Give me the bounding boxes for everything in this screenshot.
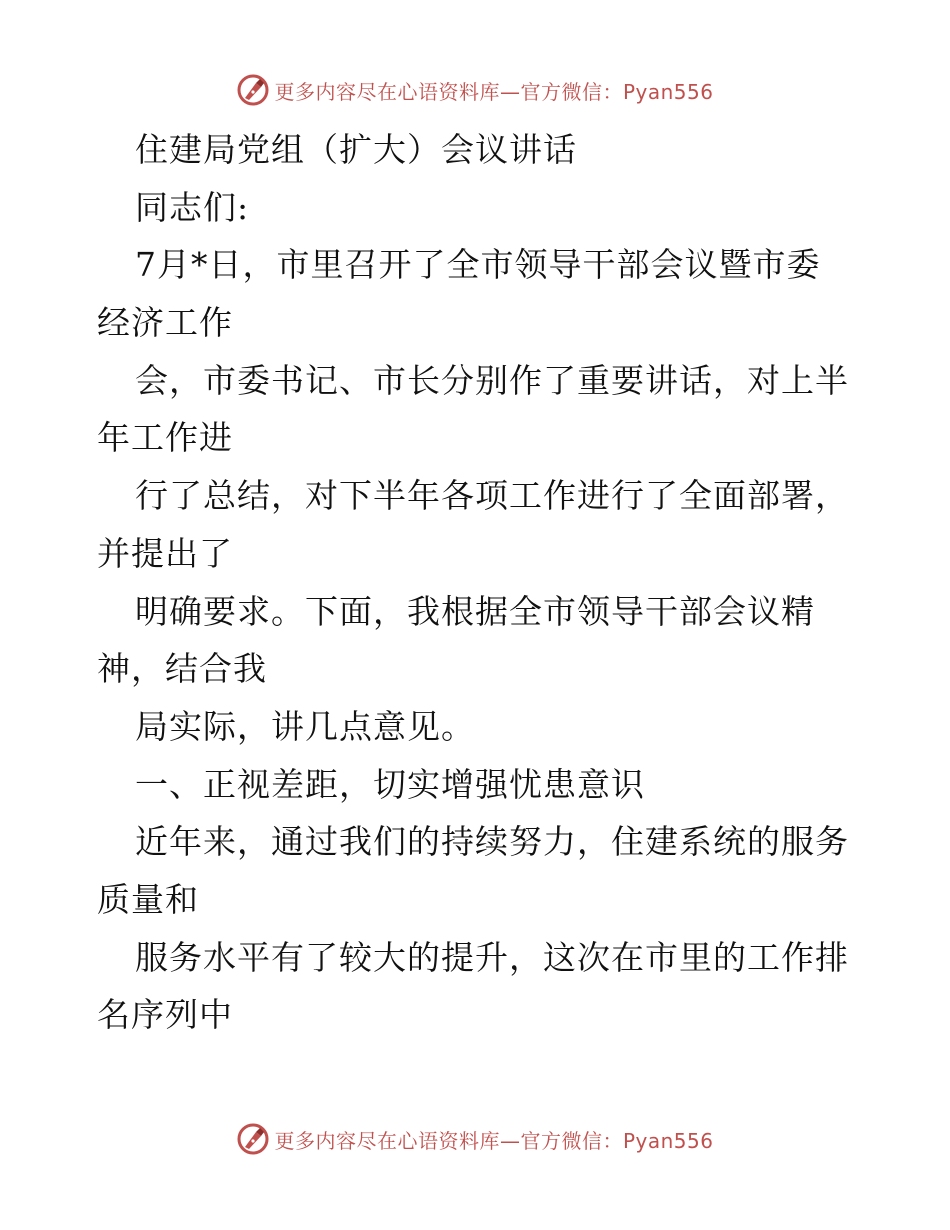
paragraph-line: 年工作进 [97, 418, 233, 458]
pen-nib-logo-icon [236, 1122, 270, 1156]
paragraph-line: 经济工作 [97, 303, 233, 343]
paragraph-line: 并提出了 [97, 533, 233, 573]
watermark-text: 更多内容尽在心语资料库—官方微信：Pyan556 [274, 79, 714, 104]
salutation: 同志们: [135, 187, 250, 227]
watermark-text: 更多内容尽在心语资料库—官方微信：Pyan556 [274, 1128, 714, 1153]
paragraph-line: 7月*日，市里召开了全市领导干部会议暨市委 [135, 245, 821, 285]
paragraph-line: 名序列中 [97, 995, 233, 1035]
paragraph-line: 神，结合我 [97, 649, 267, 689]
paragraph-line: 服务水平有了较大的提升，这次在市里的工作排 [135, 937, 849, 977]
paragraph-line: 会，市委书记、市长分别作了重要讲话，对上半 [135, 360, 849, 400]
document-body [97, 121, 857, 1044]
header-watermark [0, 70, 950, 110]
paragraph-line: 质量和 [97, 879, 199, 919]
paragraph-line: 明确要求。下面，我根据全市领导干部会议精 [135, 591, 815, 631]
document-title: 住建局党组（扩大）会议讲话 [135, 130, 577, 169]
paragraph-line: 局实际，讲几点意见。 [135, 706, 475, 746]
footer-watermark [0, 1119, 950, 1159]
paragraph-line: 近年来，通过我们的持续努力，住建系统的服务 [135, 822, 849, 862]
paragraph-line: 行了总结，对下半年各项工作进行了全面部署， [135, 476, 849, 516]
section-heading: 一、正视差距，切实增强忧患意识 [135, 764, 645, 804]
pen-nib-logo-icon [236, 73, 270, 107]
